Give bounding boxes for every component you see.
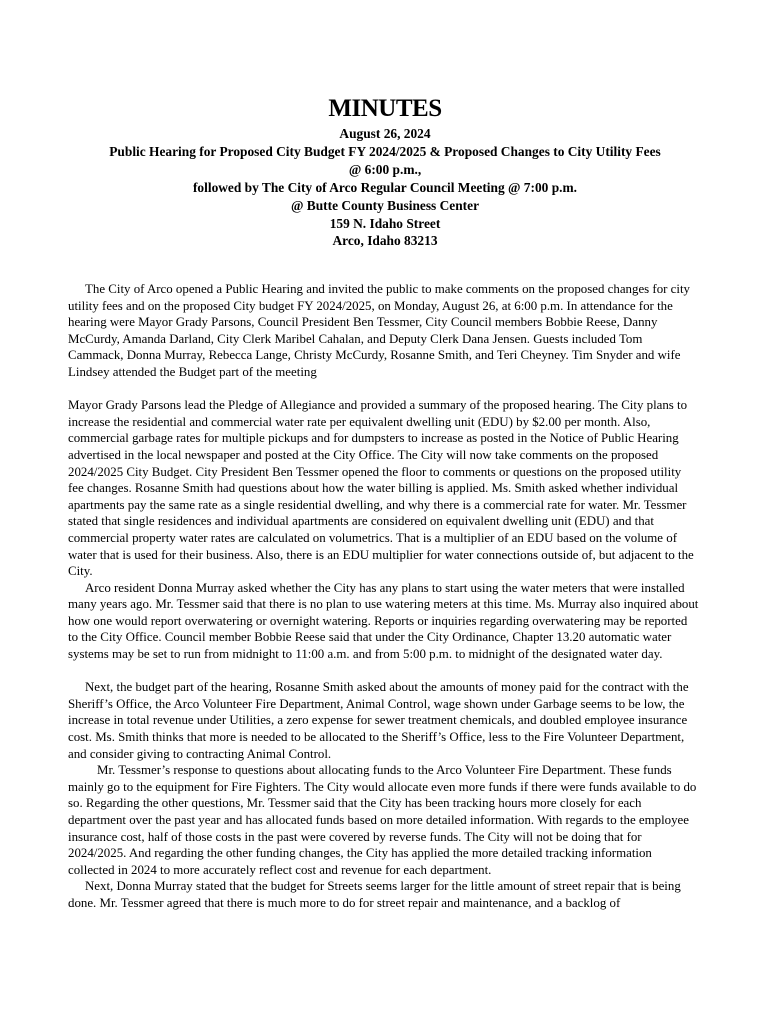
- venue-street: 159 N. Idaho Street: [329, 215, 441, 231]
- paragraph-opening: The City of Arco opened a Public Hearing and invited the public to make comments on the proposed changes for city utility fees and on the proposed City budget FY 2024/2025, on Monday, August 26, at 6:00 p.m. In attendance for the hearing were Mayor Grady Parsons, Council President Ben Tessmer, City Council members Bobbie Reese, Danny McCurdy, Amanda Darland, City Clerk Maribel Cahalan, and Deputy Clerk Dana Jensen. Guests included Tom Cammack, Donna Murray, Rebecca Lange, Christy McCurdy, Rosanne Smith, and Teri Cheyney. Tim Snyder and wife Lindsey attended the Budget part of the meeting: [68, 282, 690, 379]
- paragraph-budget-questions: Next, the budget part of the hearing, Rosanne Smith asked about the amounts of money paid for the contract with the Sheriff’s Office, the Arco Volunteer Fire Department, Animal Control, wage shown under Garbage seems to be low, the increase in total revenue under Utilities, a zero expense for sewer treatment chemicals, and doubled employee insurance cost. Ms. Smith thinks that more is needed to be allocated to the Sheriff’s Office, less to the Fire Volunteer Department, and consider giving to contracting Animal Control.: [68, 680, 689, 761]
- council-meeting-line: followed by The City of Arco Regular Council Meeting @ 7:00 p.m.: [192, 179, 578, 195]
- paragraph-streets-budget: Next, Donna Murray stated that the budget for Streets seems larger for the little amount of street repair that is being done. Mr. Tessmer agreed that there is much more to do for street repair and maintenance, and a backlog of: [68, 879, 681, 910]
- hearing-time: @ 6:00 p.m.,: [348, 161, 422, 177]
- paragraph-water-meters: Arco resident Donna Murray asked whether the City has any plans to start using the water meters that were installed many years ago. Mr. Tessmer said that there is no plan to use watering meters at this time. Ms. Murray also inquired about how one would report overwatering or overnight watering. Reports or inquiries regarding overwatering may be reported to the City Office. Council member Bobbie Reese said that under the City Ordinance, Chapter 13.20 automatic water systems may be set to run from midnight to 11:00 a.m. and from 5:00 p.m. to midnight of the designated water day.: [68, 580, 699, 662]
- paragraph-pledge-summary: Mayor Grady Parsons lead the Pledge of Allegiance and provided a summary of the proposed hearing. The City plans to increase the residential and commercial water rate per equivalent dwelling unit (EDU) by $2.00 per month. Also, commercial garbage rates for multiple pickups and for dumpsters to increase as posted in the Notice of Public Hearing advertised in the local newspaper and posted at the City Office. The City will now take comments on the proposed 2024/2025 City Budget. City President Ben Tessmer opened the floor to comments or questions on the proposed utility fee changes. Rosanne Smith had questions about how the water billing is applied. Ms. Smith asked whether individual apartments pay the same rate as a single residential dwelling, and why there is a commercial rate for water. Mr. Tessmer stated that single residences and individual apartments are considered on equivalent dwelling unit (EDU) and that commercial property water rates are calculated on volumetrics. That is a multiplier of an EDU based on the volume of water that is used for their business. Also, there is an EDU multiplier for water connections outside of, but adjacent to the City.: [68, 398, 694, 579]
- venue-name: @ Butte County Business Center: [290, 197, 480, 213]
- document-title: MINUTES: [328, 95, 442, 122]
- document-header: [0, 94, 770, 250]
- meeting-date: August 26, 2024: [339, 126, 431, 141]
- venue-city: Arco, Idaho 83213: [332, 233, 438, 249]
- paragraph-tessmer-response: Mr. Tessmer’s response to questions about allocating funds to the Arco Volunteer Fire Department. These funds mainly go to the equipment for Fire Fighters. The City would allocate even more funds if there were funds available to do so. Regarding the other questions, Mr. Tessmer said that the City has been tracking hours more closely for each department over the past year and has allocated funds based on more detailed information. With regards to the employee insurance cost, half of those costs in the past were covered by reverse funds. The City will not be doing that for 2024/2025. And regarding the other funding changes, the City has applied the more detailed tracking information collected in 2024 to more accurately reflect cost and revenue for each department.: [68, 763, 697, 877]
- document-body: [68, 281, 700, 912]
- hearing-title: Public Hearing for Proposed City Budget FY 2024/2025 & Proposed Changes to City Utility Fees: [109, 143, 661, 159]
